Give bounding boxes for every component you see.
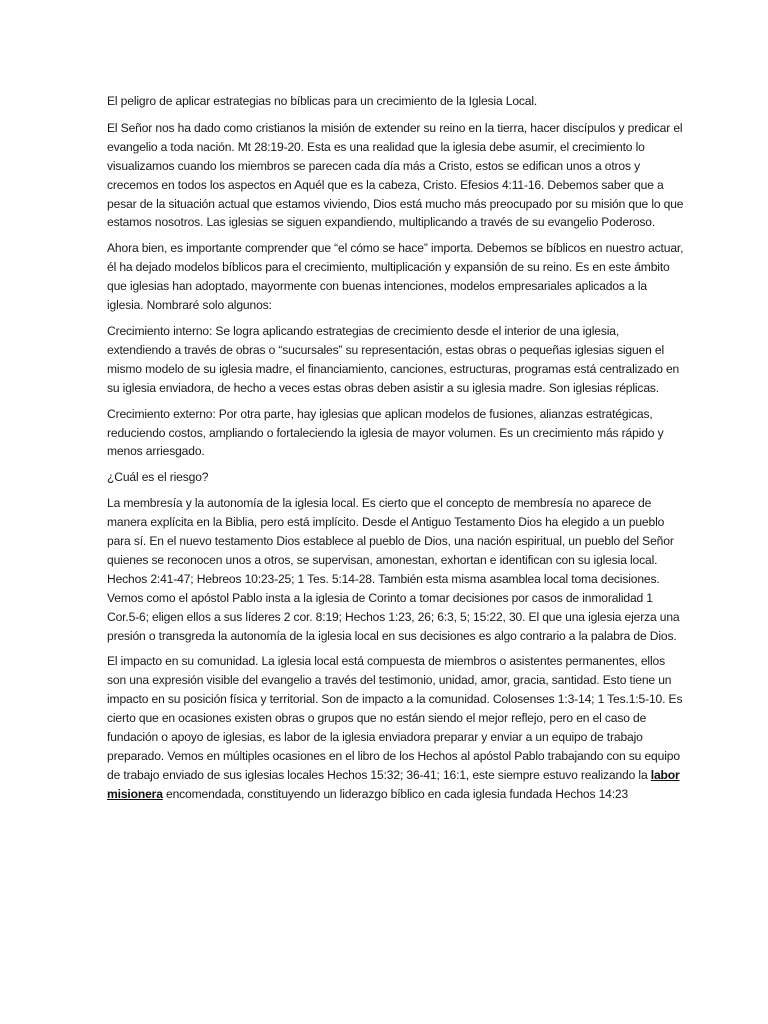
labor-misionera-link[interactable]: labor misionera	[107, 767, 680, 801]
paragraph-community-impact	[107, 652, 685, 803]
document-body	[107, 92, 685, 811]
paragraph-risk-question: ¿Cuál es el riesgo?	[107, 470, 209, 485]
document-title: El peligro de aplicar estrategias no bíblicas para un crecimiento de la Iglesia Local.	[107, 94, 538, 108]
paragraph-external-growth: Crecimiento externo: Por otra parte, hay iglesias que aplican modelos de fusiones, alianzas estratégicas, reduciendo costos, ampliando o fortaleciendo la iglesia de mayor volumen. Es un crecimiento más rápido y menos arriesgado.	[107, 406, 664, 459]
paragraph-membership: La membresía y la autonomía de la iglesia local. Es cierto que el concepto de membresía no aparece de manera explícita en la Biblia, pero está implícito. Desde el Antiguo Testamento Dios ha elegido a un pueblo para sí. En el nuevo testamento Dios establece al pueblo de Dios, una nación espiritual, un pueblo del Señor quienes se reconocen unos a otros, se supervisan, amonestan, exhortan e identifican con su iglesia local. Hechos 2:41-47; Hebreos 10:23-25; 1 Tes. 5:14-28. También esta misma asamblea local toma decisiones. Vemos como el apóstol Pablo insta a la iglesia de Corinto a tomar decisiones por casos de inmoralidad 1 Cor.5-6; eligen ellos a sus líderes 2 cor. 8:19; Hechos 1:23, 26; 6:3, 5; 15:22, 30. El que una iglesia ejerza una presión o transgreda la autonomía de la iglesia local en sus decisiones es algo contrario a la palabra de Dios.	[107, 496, 680, 643]
paragraph-mission: El Señor nos ha dado como cristianos la misión de extender su reino en la tierra, hacer discípulos y predicar el evangelio a toda nación. Mt 28:19-20. Esta es una realidad que la iglesia debe asumir, el crecimiento lo visualizamos cuando los miembros se parecen cada día más a Cristo, estos se edifican unos a otros y crecemos en todos los aspectos en Aquél que es la cabeza, Cristo. Efesios 4:11-16. Debemos saber que a pesar de la situación actual que estamos viviendo, Dios está mucho más preocupado por su misión que lo que estamos nosotros. Las iglesias se siguen expandiendo, multiplicando a través de su evangelio Poderoso.	[107, 120, 684, 230]
paragraph-internal-growth: Crecimiento interno: Se logra aplicando estrategias de crecimiento desde el interior de una iglesia, extendiendo a través de obras o “sucursales” su representación, estas obras o pequeñas iglesias siguen el mismo modelo de su iglesia madre, el financiamiento, canciones, estructuras, programas está centralizado en su iglesia enviadora, de hecho a veces estas obras deben asistir a su iglesia madre. Son iglesias réplicas.	[107, 323, 680, 395]
community-impact-text-before: El impacto en su comunidad. La iglesia local está compuesta de miembros o asistentes permanentes, ellos son una expresión visible del evangelio a través del testimonio, unidad, amor, gracia, santidad. Esto tiene un impacto en su posición física y territorial. Son de impacto a la comunidad. Colosenses 1:3-14; 1 Tes.1:5-10. Es cierto que en ocasiones existen obras o grupos que no están siendo el mejor reflejo, pero en el caso de fundación o apoyo de iglesias, es labor de la iglesia enviadora preparar y enviar a un equipo de trabajo preparado. Vemos en múltiples ocasiones en el libro de los Hechos al apóstol Pablo trabajando con su equipo de trabajo enviado de sus iglesias locales Hechos 15:32; 36-41; 16:1, este siempre estuvo realizando la	[107, 654, 683, 782]
paragraph-how: Ahora bien, es importante comprender que “el cómo se hace” importa. Debemos se bíblicos en nuestro actuar, él ha dejado modelos bíblicos para el crecimiento, multiplicación y expansión de su reino. Es en este ámbito que iglesias han adoptado, mayormente con buenas intenciones, modelos empresariales aplicados a la iglesia. Nombraré solo algunos:	[107, 241, 684, 313]
community-impact-text-after: encomendada, constituyendo un liderazgo bíblico en cada iglesia fundada Hechos 14:23	[162, 786, 629, 801]
